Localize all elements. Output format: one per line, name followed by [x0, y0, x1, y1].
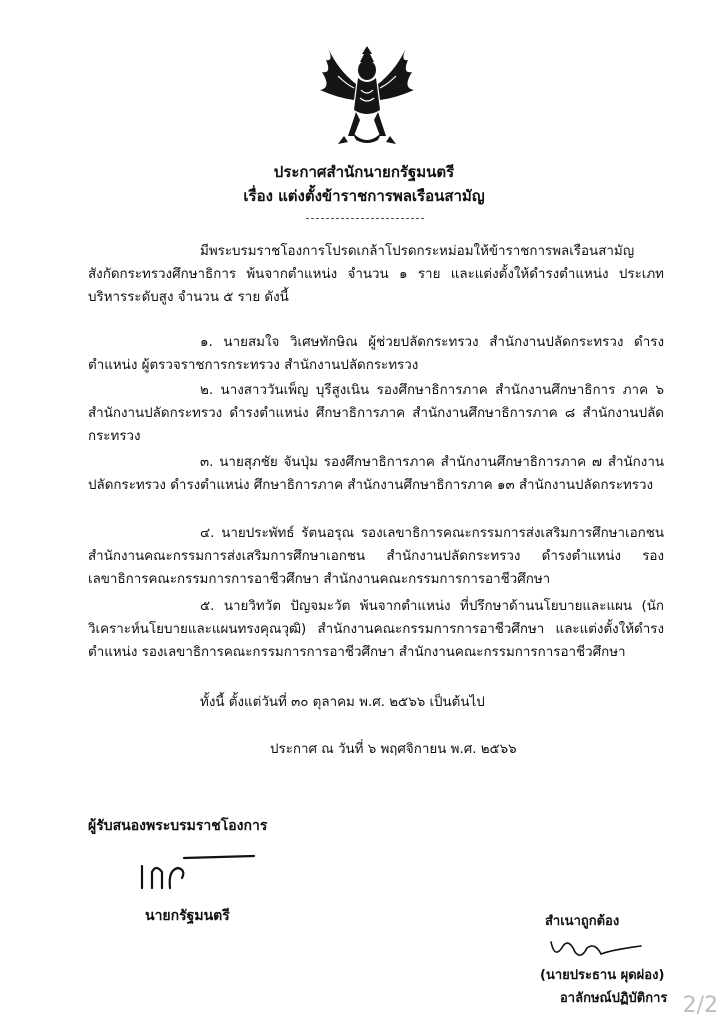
certifier-name: (นายประธาน ผุดผ่อง): [540, 968, 665, 983]
appointment-item-4: ๔. นายประพัทธ์ รัตนอรุณ รองเลขาธิการคณะกรรมการส่งเสริมการศึกษาเอกชน สำนักงานคณะกรรมการส่งเสริมการศึกษาเอกชน สำนักงานปลัดกระทรวง ดำรงตำแหน่ง รองเลขาธิการคณะกรรมการการอาชีวศึกษา สำนักงานคณะกรรมการการอาชีวศึกษา: [88, 526, 664, 587]
document-title: ประกาศสำนักนายกรัฐมนตรี: [273, 163, 455, 181]
appointment-item-2: ๒. นางสาววันเพ็ญ บุรีสูงเนิน รองศึกษาธิการภาค สำนักงานศึกษาธิการ ภาค ๖ สำนักงานปลัดกระทรวง ดำรงตำแหน่ง ศึกษาธิการภาค สำนักงานศึกษาธิการภาค ๘ สำนักงานปลัดกระทรวง: [88, 383, 664, 444]
title-divider: [306, 218, 424, 219]
appointment-item-1: ๑. นายสมใจ วิเศษทักษิณ ผู้ช่วยปลัดกระทรวง สำนักงานปลัดกระทรวง ดำรงตำแหน่ง ผู้ตรวจราชการกระทรวง สำนักงานปลัดกระทรวง: [88, 335, 664, 373]
prime-minister-signature: [138, 848, 258, 896]
certifier-signature: [545, 932, 645, 966]
certified-copy-label: สำเนาถูกต้อง: [545, 914, 620, 929]
document-subject: เรื่อง แต่งตั้งข้าราชการพลเรือนสามัญ: [243, 187, 485, 205]
appointment-item-5: ๕. นายวิทวัต ปัญจมะวัต พ้นจากตำแหน่ง ที่ปรึกษาด้านนโยบายและแผน (นักวิเคราะห์นโยบายและแผนทรงคุณวุฒิ) สำนักงานคณะกรรมการการอาชีวศึกษา และแต่งตั้งให้ดำรงตำแหน่ง รองเลขาธิการคณะกรรมการการอาชีวศึกษา สำนักงานคณะกรรมการการอาชีวศึกษา: [88, 599, 664, 660]
intro-paragraph: มีพระบรมราชโองการโปรดเกล้าโปรดกระหม่อมให้ข้าราชการพลเรือนสามัญ สังกัดกระทรวงศึกษาธิการ พ้นจากตำแหน่ง จำนวน ๑ ราย และแต่งตั้งให้ดำรงตำแหน่ง ประเภทบริหารระดับสูง จำนวน ๕ ราย ดังนี้: [88, 244, 664, 305]
garuda-emblem-icon: [308, 40, 426, 148]
effective-date: ทั้งนี้ ตั้งแต่วันที่ ๓๐ ตุลาคม พ.ศ. ๒๕๖๖ เป็นต้นไป: [200, 695, 485, 710]
certifier-position: อาลักษณ์ปฏิบัติการ: [560, 991, 668, 1006]
page-indicator: 2/2: [682, 993, 718, 1018]
countersign-label: ผู้รับสนองพระบรมราชโองการ: [88, 818, 268, 834]
appointment-item-3: ๓. นายสุภชัย จันปุ่ม รองศึกษาธิการภาค สำนักงานศึกษาธิการภาค ๗ สำนักงานปลัดกระทรวง ดำรงตำแหน่ง ศึกษาธิการภาค สำนักงานศึกษาธิการภาค ๑๓ สำนักงานปลัดกระทรวง: [88, 455, 664, 493]
announcement-date: ประกาศ ณ วันที่ ๖ พฤศจิกายน พ.ศ. ๒๕๖๖: [270, 742, 517, 757]
prime-minister-title: นายกรัฐมนตรี: [145, 908, 230, 924]
